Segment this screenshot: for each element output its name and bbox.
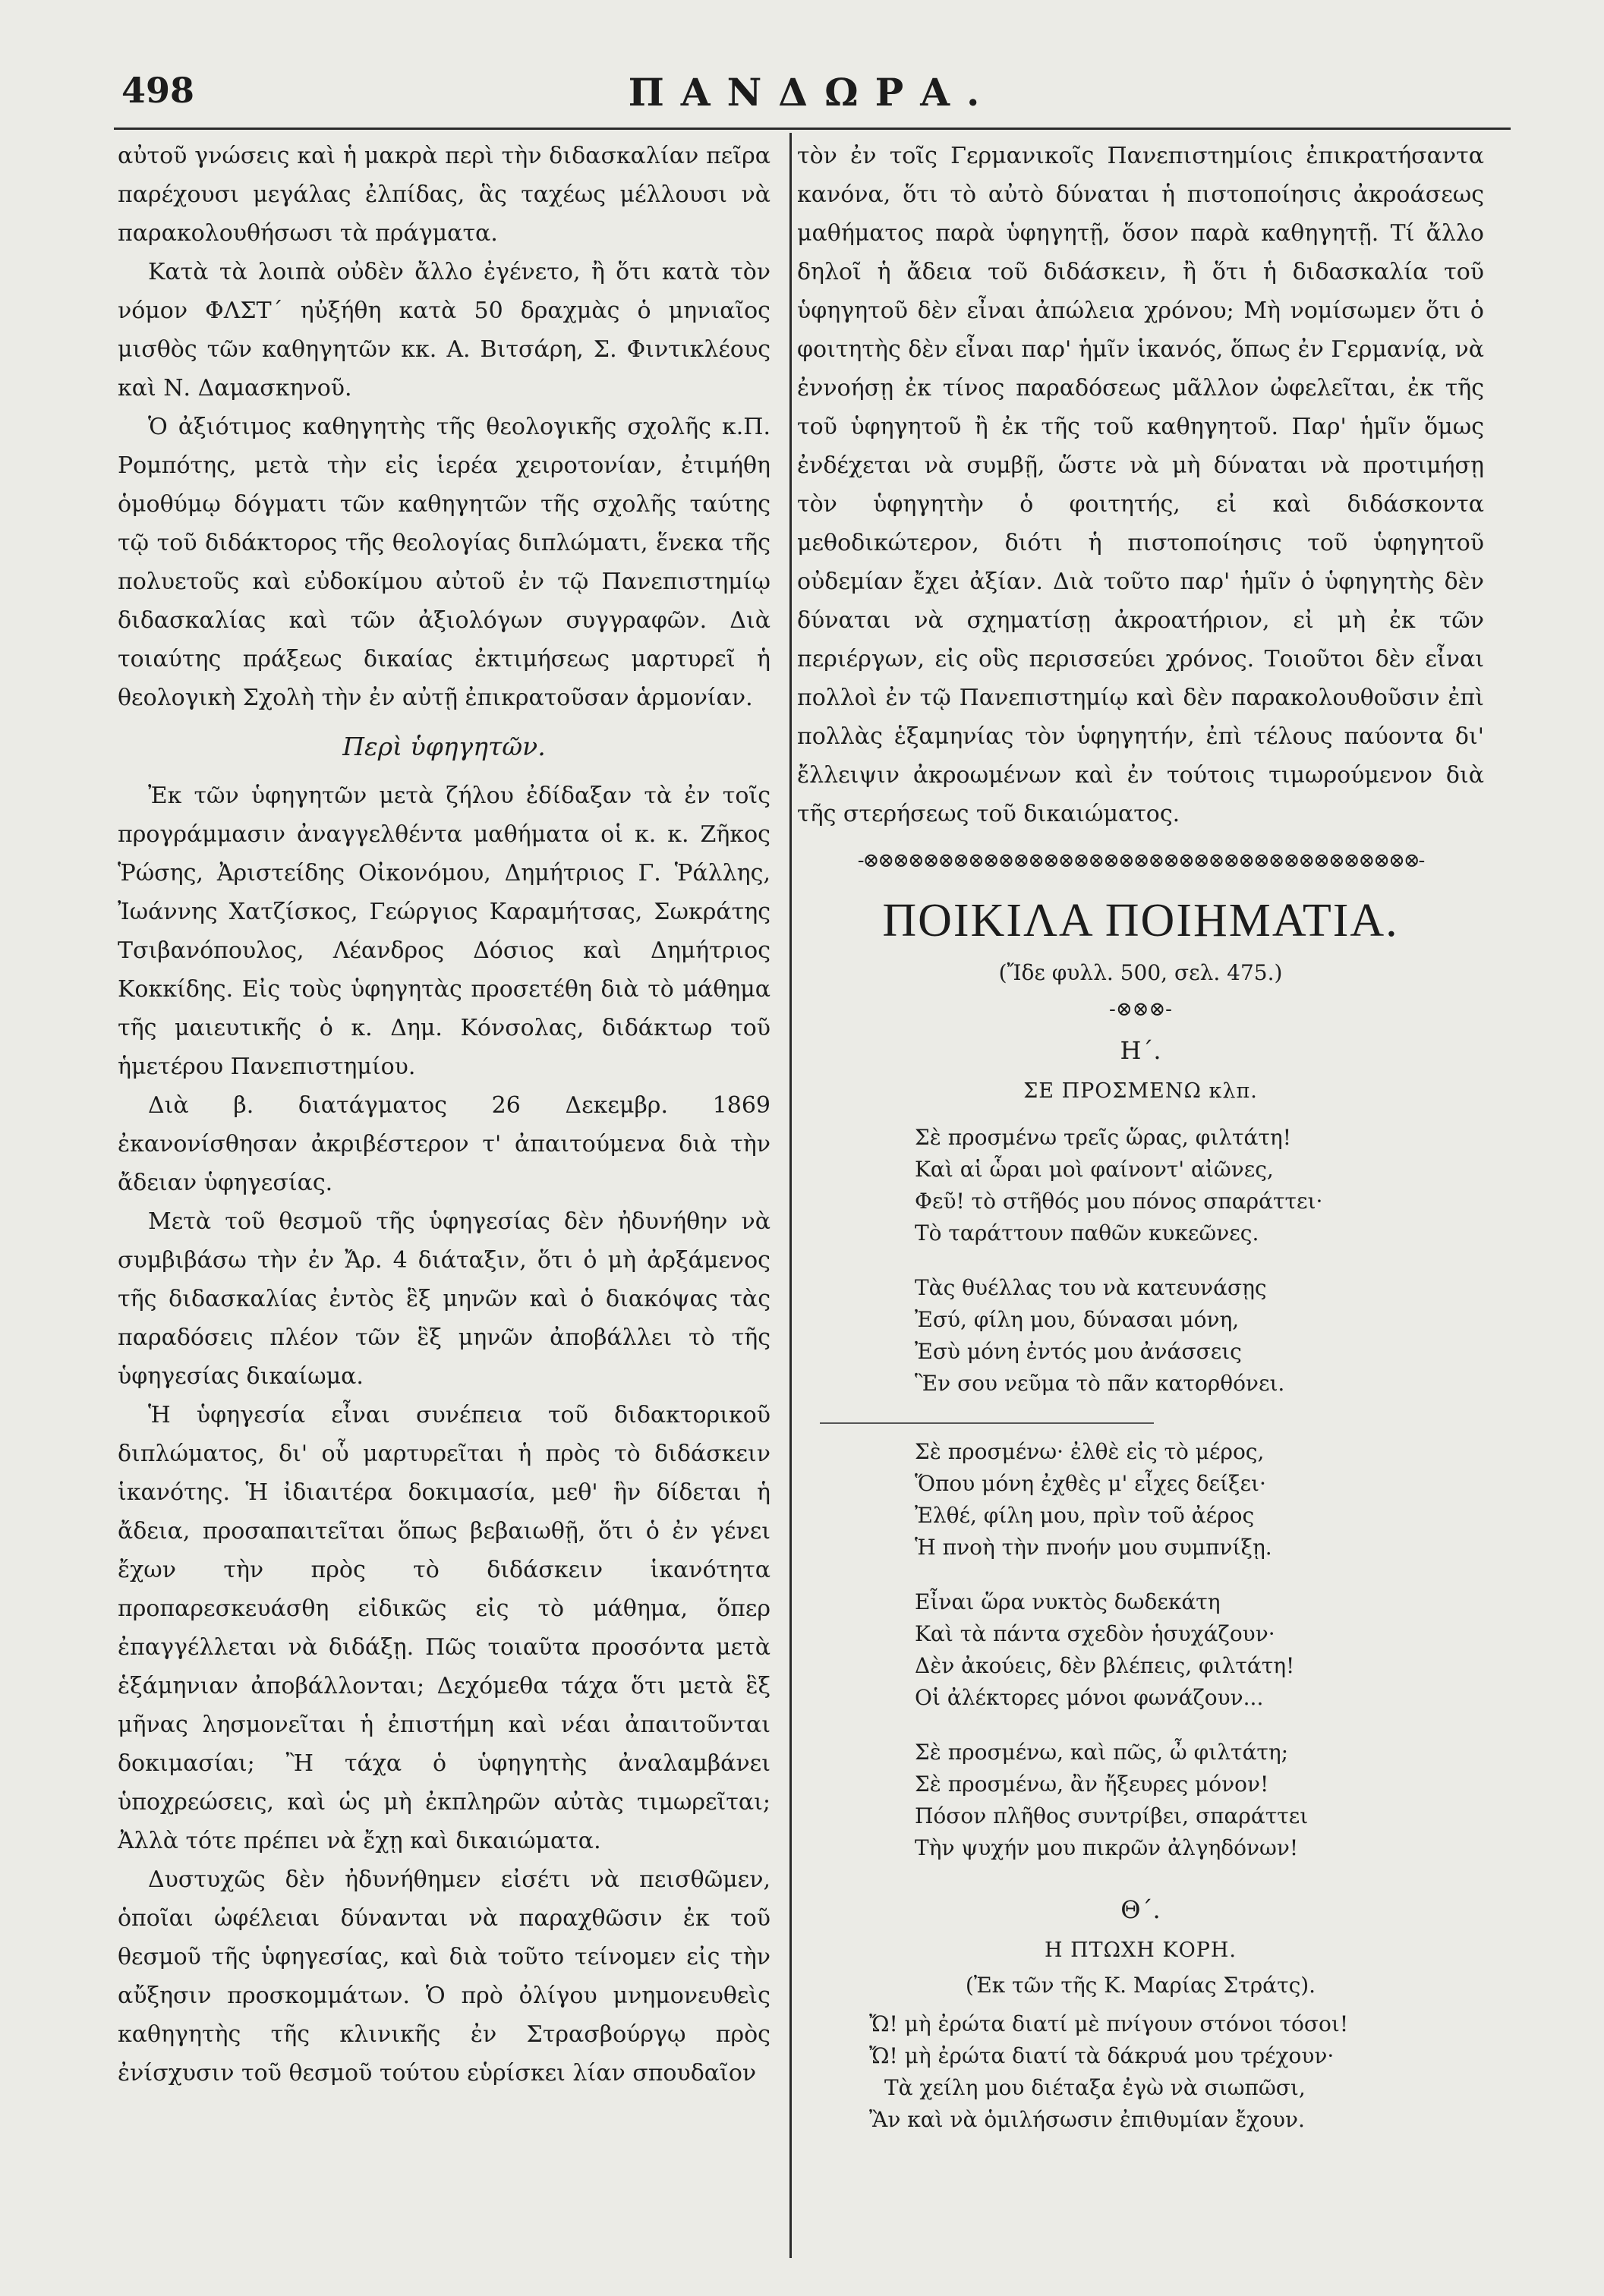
poem-line: Ἓν σου νεῦμα τὸ πᾶν κατορθόνει. (915, 1371, 1285, 1396)
poem-stanza (797, 1737, 1484, 1864)
poem-line: Ὤ! μὴ ἐρώτα διατί τὰ δάκρυά μου τρέχουν· (869, 2043, 1335, 2068)
left-column (118, 137, 770, 2093)
page-number: 498 (121, 70, 195, 111)
paragraph: Δυστυχῶς δὲν ἠδυνήθημεν εἰσέτι νὰ πεισθῶμεν, ὁποῖαι ὠφέλειαι δύνανται νὰ παραχθῶσιν ἐκ τοῦ θεσμοῦ τῆς ὑφηγεσίας, καὶ διὰ τοῦτο τείνομεν εἰς τὴν αὔξησιν προσκομμάτων. Ὁ πρὸ ὀλίγου μνημονευθεὶς καθηγητὴς τῆς κλινικῆς ἐν Στρασβούργῳ πρὸς ἐνίσχυσιν τοῦ θεσμοῦ τούτου εὑρίσκει λίαν σπουδαῖον (118, 1866, 770, 2087)
poem-line: Σὲ προσμένω· ἐλθὲ εἰς τὸ μέρος, (915, 1439, 1265, 1464)
poem-line: Τὸ ταράττουν παθῶν κυκεῶνες. (915, 1220, 1259, 1246)
poem-stanza (797, 1436, 1484, 1564)
poem-source: (Ἐκ τῶν τῆς Κ. Μαρίας Στράτς). (965, 1973, 1316, 1998)
poem-title: Η ΠΤΩΧΗ ΚΟΡΗ. (1044, 1939, 1237, 1962)
poem-line: Σὲ προσμένω, καὶ πῶς, ὦ φιλτάτη; (915, 1740, 1289, 1765)
poem-line: Εἶναι ὥρα νυκτὸς δωδεκάτη (915, 1589, 1221, 1614)
poem-line: Δὲν ἀκούεις, δὲν βλέπεις, φιλτάτη! (915, 1653, 1295, 1678)
page-header (114, 70, 1511, 123)
poem-stanza (797, 1586, 1484, 1714)
poem-line: Τὰ χείλη μου διέταξα ἐγὼ νὰ σιωπῶσι, (884, 2075, 1306, 2100)
poem-line: Σὲ προσμένω, ἂν ἤξευρες μόνον! (915, 1772, 1269, 1797)
poem-line: Ἐσὺ μόνη ἐντός μου ἀνάσσεις (915, 1339, 1242, 1364)
poem-line: Καὶ αἱ ὧραι μοὶ φαίνοντ' αἰῶνες, (915, 1157, 1274, 1182)
poem-title: ΣΕ ΠΡΟΣΜΕΝΩ κλπ. (1023, 1079, 1258, 1103)
paragraph: Μετὰ τοῦ θεσμοῦ τῆς ὑφηγεσίας δὲν ἠδυνήθην νὰ συμβιβάσω τὴν ἐν Ἄρ. 4 διάταξιν, ὅτι ὁ μὴ ἀρξάμενος τῆς διδασκαλίας ἐντὸς ἓξ μηνῶν καὶ ὁ διακόψας τὰς παραδόσεις πλέον τῶν ἓξ μηνῶν ἀποβάλλει τὸ τῆς ὑφηγεσίας δικαίωμα. (118, 1208, 770, 1390)
poem-line: Ὤ! μὴ ἐρώτα διατί μὲ πνίγουν στόνοι τόσοι! (869, 2011, 1349, 2036)
poem-line: Φεῦ! τὸ στῆθός μου πόνος σπαράττει· (915, 1189, 1323, 1214)
poem-line: Ἡ πνοὴ τὴν πνοήν μου συμπνίξῃ. (915, 1535, 1272, 1560)
poem-line: Οἱ ἀλέκτορες μόνοι φωνάζουν... (915, 1685, 1264, 1710)
poem-line: Ἐλθέ, φίλη μου, πρὶν τοῦ ἀέρος (915, 1503, 1255, 1528)
poem-numeral: Η΄. (1120, 1036, 1161, 1065)
section-subhead: Περὶ ὑφηγητῶν. (342, 732, 546, 761)
paragraph: Κατὰ τὰ λοιπὰ οὐδὲν ἄλλο ἐγένετο, ἢ ὅτι κατὰ τὸν νόμον ΦΛΣΤ΄ ηὐξήθη κατὰ 50 δραχμὰς ὁ μηνιαῖος μισθὸς τῶν καθηγητῶν κκ. Α. Βιτσάρη, Σ. Φιντικλέους καὶ Ν. Δαμασκηνοῦ. (118, 259, 770, 402)
poem-line: Σὲ προσμένω τρεῖς ὥρας, φιλτάτη! (915, 1125, 1291, 1150)
header-rule (114, 128, 1511, 130)
section-reference: (Ἴδε φυλλ. 500, σελ. 475.) (998, 960, 1283, 985)
poem-stanza (797, 2008, 1484, 2136)
poem-line: Ὅπου μόνη ἐχθὲς μ' εἶχες δείξει· (915, 1471, 1266, 1496)
poem-line: Πόσον πλῆθος συντρίβει, σπαράττει (915, 1803, 1309, 1828)
poem-numeral: Θ΄. (1120, 1895, 1161, 1924)
poem-stanza (797, 1272, 1484, 1400)
paragraph: τὸν ἐν τοῖς Γερμανικοῖς Πανεπιστημίοις ἐπικρατήσαντα κανόνα, ὅτι τὸ αὐτὸ δύναται ἡ πιστοποίησις ἀκροάσεως μαθήματος παρὰ ὑφηγητῇ, ὅσον παρὰ καθηγητῇ. Τί ἄλλο δηλοῖ ἡ ἄδεια τοῦ διδάσκειν, ἢ ὅτι ἡ διδασκαλία τοῦ ὑφηγητοῦ δὲν εἶναι ἀπώλεια χρόνου; Μὴ νομίσωμεν ὅτι ὁ φοιτητὴς δὲν εἶναι παρ' ἡμῖν ἱκανός, ὅπως ἐν Γερμανίᾳ, νὰ ἐννοήσῃ ἐκ τίνος παραδόσεως μᾶλλον ὠφελεῖται, ἐκ τῆς τοῦ ὑφηγητοῦ ἢ ἐκ τῆς τοῦ καθηγητοῦ. Παρ' ἡμῖν ὅμως ἐνδέχεται νὰ συμβῇ, ὥστε νὰ μὴ δύναται νὰ προτιμήσῃ τὸν ὑφηγητὴν ὁ φοιτητής, εἰ καὶ διδάσκοντα μεθοδικώτερον, διότι ἡ πιστοποίησις τοῦ ὑφηγητοῦ οὐδεμίαν ἔχει ἀξίαν. Διὰ τοῦτο παρ' ἡμῖν ὁ ὑφηγητὴς δὲν δύναται νὰ σχηματίσῃ ἀκροατήριον, εἰ μὴ ἐκ τῶν περιέργων, εἰς οὓς περισσεύει χρόνος. Τοιοῦτοι δὲν εἶναι πολλοὶ ἐν τῷ Πανεπιστημίῳ καὶ δὲν παρακολουθοῦσιν ἐπὶ πολλὰς ἑξαμηνίας τὸν ὑφηγητήν, ἐπὶ τέλους παύοντα δι' ἔλλειψιν ἀκροωμένων καὶ ἐν τούτοις τιμωρούμενον διὰ τῆς στερήσεως τοῦ δικαιώματος. (797, 143, 1484, 827)
paragraph: αὐτοῦ γνώσεις καὶ ἡ μακρὰ περὶ τὴν διδασκαλίαν πεῖρα παρέχουσι μεγάλας ἐλπίδας, ἃς ταχέως μέλλουσι νὰ παρακολουθήσωσι τὰ πράγματα. (118, 143, 770, 247)
section-title: ΠΟΙΚΙΛΑ ΠΟΙΗΜΑΤΙΑ. (882, 895, 1399, 946)
paragraph: Ἡ ὑφηγεσία εἶναι συνέπεια τοῦ διδακτορικοῦ διπλώματος, δι' οὗ μαρτυρεῖται ἡ πρὸς τὸ διδάσκειν ἱκανότης. Ἡ ἰδιαιτέρα δοκιμασία, μεθ' ἣν δίδεται ἡ ἄδεια, προσαπαιτεῖται ὅπως βεβαιωθῇ, ὅτι ὁ ἐν γένει ἔχων τὴν πρὸς τὸ διδάσκειν ἱκανότητα προπαρεσκευάσθη εἰδικῶς εἰς τὸ μάθημα, ὅπερ ἐπαγγέλλεται νὰ διδάξῃ. Πῶς τοιαῦτα προσόντα μετὰ ἑξάμηνιαν ἀποβάλλονται; Δεχόμεθα τάχα ὅτι μετὰ ἓξ μῆνας λησμονεῖται ἡ ἐπιστήμη καὶ νέαι ἀπαιτοῦνται δοκιμασίαι; Ἢ τάχα ὁ ὑφηγητὴς ἀναλαμβάνει ὑποχρεώσεις, καὶ ὡς μὴ ἐκπληρῶν αὐτὰς τιμωρεῖται; Ἀλλὰ τότε πρέπει νὰ ἔχῃ καὶ δικαιώματα. (118, 1402, 770, 1854)
poem-stanza (797, 1122, 1484, 1249)
paragraph: Ὁ ἀξιότιμος καθηγητὴς τῆς θεολογικῆς σχολῆς κ.Π. Ρομπότης, μετὰ τὴν εἰς ἱερέα χειροτονίαν, ἐτιμήθη ὁμοθύμῳ δόγματι τῶν καθηγητῶν τῆς σχολῆς ταύτης τῷ τοῦ διδάκτορος τῆς θεολογίας διπλώματι, ἕνεκα τῆς πολυετοῦς καὶ εὐδοκίμου αὐτοῦ ἐν τῷ Πανεπιστημίῳ διδασκαλίας καὶ τῶν ἀξιολόγων συγγραφῶν. Διὰ τοιαύτης πράξεως δικαίας ἐκτιμήσεως μαρτυρεῖ ἡ θεολογικὴ Σχολὴ τὴν ἐν αὐτῇ ἐπικρατοῦσαν ἁρμονίαν. (118, 414, 770, 711)
poem-line: Ἂν καὶ νὰ ὁμιλήσωσιν ἐπιθυμίαν ἔχουν. (869, 2107, 1305, 2132)
running-title: ΠΑΝΔΩΡΑ. (628, 70, 997, 115)
poem-line: Τὰς θυέλλας του νὰ κατευνάσῃς (915, 1275, 1267, 1300)
column-divider (789, 133, 792, 2258)
small-ornament: -⊗⊗⊗- (1109, 998, 1172, 1021)
paragraph: Διὰ β. διατάγματος 26 Δεκεμβρ. 1869 ἐκανονίσθησαν ἀκριβέστερον τ' ἀπαιτούμενα διὰ τὴν ἄδειαν ὑφηγεσίας. (118, 1092, 770, 1196)
column-rule (820, 1422, 1154, 1424)
ornamental-divider: -⊗⊗⊗⊗⊗⊗⊗⊗⊗⊗⊗⊗⊗⊗⊗⊗⊗⊗⊗⊗⊗⊗⊗⊗⊗⊗⊗⊗⊗⊗⊗⊗⊗⊗⊗⊗⊗- (857, 849, 1424, 872)
poem-line: Τὴν ψυχήν μου πικρῶν ἀλγηδόνων! (915, 1835, 1299, 1860)
paragraph: Ἐκ τῶν ὑφηγητῶν μετὰ ζήλου ἐδίδαξαν τὰ ἐν τοῖς προγράμμασιν ἀναγγελθέντα μαθήματα οἱ κ. κ. Ζῆκος Ῥώσης, Ἀριστείδης Οἰκονόμου, Δημήτριος Γ. Ῥάλλης, Ἰωάννης Χατζίσκος, Γεώργιος Καραμήτσας, Σωκράτης Τσιβανόπουλος, Λέανδρος Δόσιος καὶ Δημήτριος Κοκκίδης. Εἰς τοὺς ὑφηγητὰς προσετέθη διὰ τὸ μάθημα τῆς μαιευτικῆς ὁ κ. Δημ. Κόνσολας, διδάκτωρ τοῦ ἡμετέρου Πανεπιστημίου. (118, 783, 770, 1080)
poem-line: Καὶ τὰ πάντα σχεδὸν ἡσυχάζουν· (915, 1621, 1275, 1646)
right-column (797, 137, 1484, 2136)
poem-line: Ἐσύ, φίλη μου, δύνασαι μόνη, (915, 1307, 1240, 1332)
